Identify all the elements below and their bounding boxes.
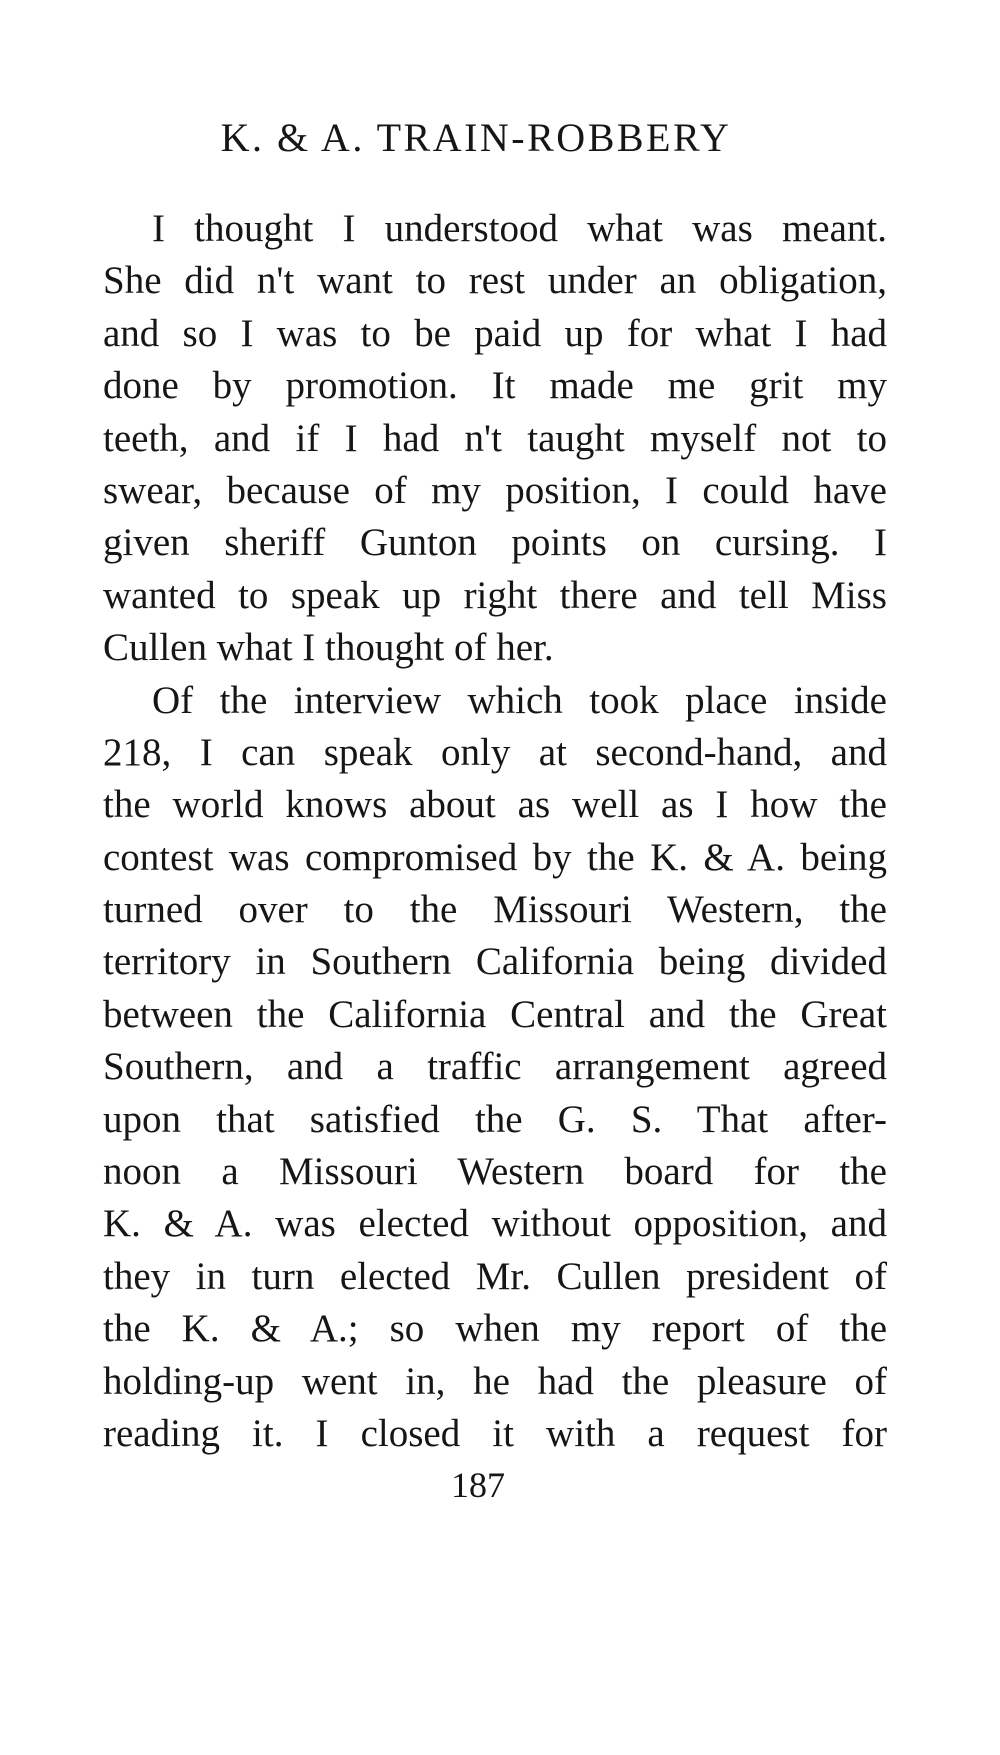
text-line: Of the interview which took place inside bbox=[152, 678, 887, 722]
text-line: reading it. I closed it with a request for bbox=[103, 1411, 887, 1455]
text-line: She did n't want to rest under an obligation, bbox=[103, 259, 887, 303]
text-line: noon a Missouri Western board for the bbox=[103, 1150, 887, 1194]
running-head: K. & A. TRAIN-ROBBERY bbox=[220, 115, 732, 160]
text-line: swear, because of my position, I could have bbox=[103, 468, 887, 512]
text-line: I thought I understood what was meant. bbox=[152, 207, 887, 250]
text-line: done by promotion. It made me grit my bbox=[103, 364, 887, 408]
text-line: turned over to the Missouri Western, the bbox=[103, 888, 887, 932]
paragraph-1 bbox=[103, 203, 887, 675]
text-line: territory in Southern California being divided bbox=[103, 940, 887, 984]
text-line: K. & A. was elected without opposition, and bbox=[103, 1202, 887, 1246]
text-line: they in turn elected Mr. Cullen president of bbox=[103, 1254, 887, 1298]
text-line: teeth, and if I had n't taught myself not to bbox=[103, 416, 887, 460]
text-line: upon that satisfied the G. S. That after- bbox=[103, 1097, 887, 1141]
page-number: 187 bbox=[451, 1465, 505, 1505]
text-line: Southern, and a traffic arrangement agreed bbox=[103, 1045, 887, 1089]
text-line: and so I was to be paid up for what I had bbox=[103, 311, 887, 355]
paragraph-2 bbox=[103, 675, 887, 1461]
text-line: the world knows about as well as I how the bbox=[103, 783, 887, 827]
text-line: 218, I can speak only at second-hand, and bbox=[103, 730, 887, 774]
text-line: the K. & A.; so when my report of the bbox=[103, 1307, 887, 1351]
text-line: Cullen what I thought of her. bbox=[103, 626, 554, 670]
text-line: given sheriff Gunton points on cursing. I bbox=[103, 521, 887, 565]
text-line: contest was compromised by the K. & A. being bbox=[103, 835, 887, 879]
body-text bbox=[103, 203, 887, 1460]
text-line: wanted to speak up right there and tell Miss bbox=[103, 573, 887, 617]
text-line: between the California Central and the Great bbox=[103, 992, 887, 1036]
text-line: holding-up went in, he had the pleasure of bbox=[103, 1359, 887, 1403]
